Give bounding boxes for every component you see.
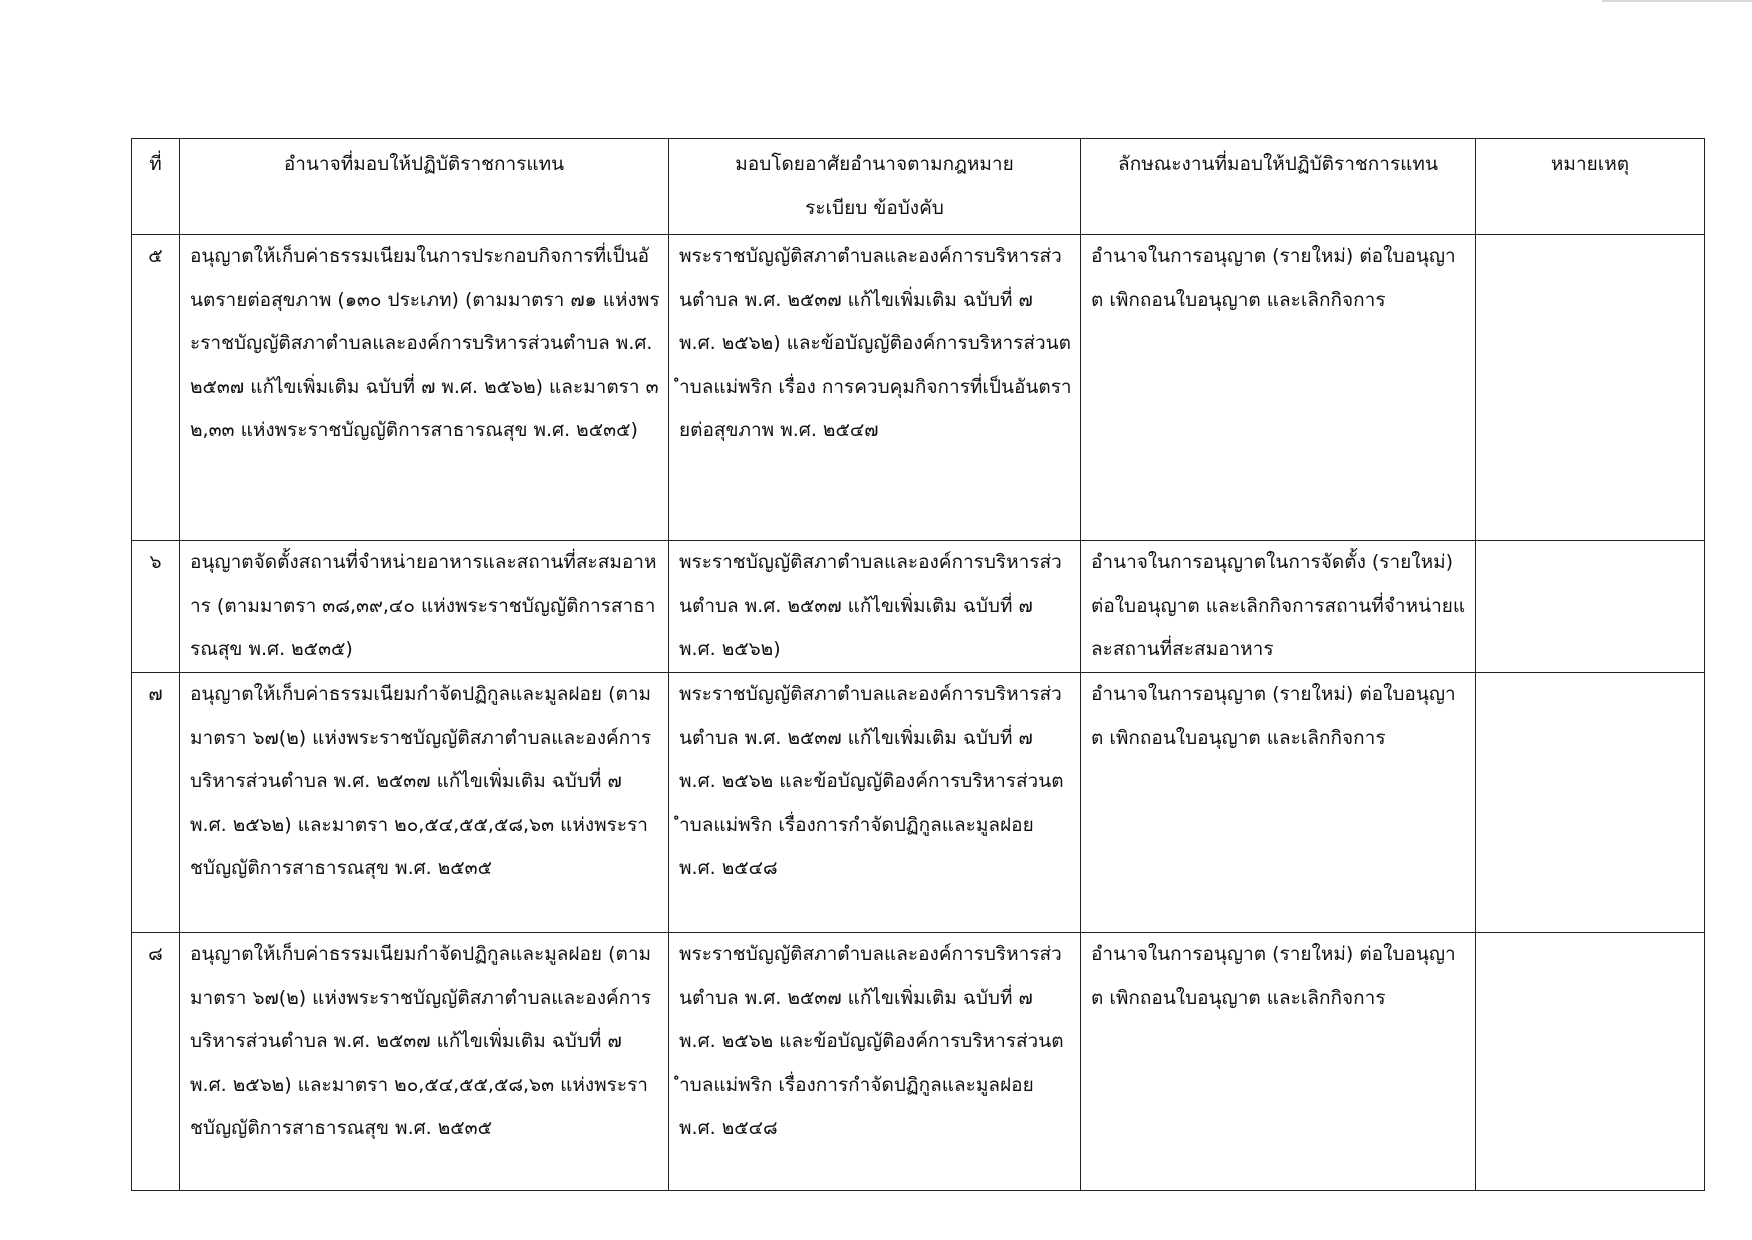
header-nature-label: ลักษณะงานที่มอบให้ปฏิบัติราชการแทน bbox=[1118, 153, 1438, 175]
delegation-table bbox=[131, 138, 1705, 1191]
header-remark-label: หมายเหตุ bbox=[1550, 153, 1630, 175]
row-number: ๗ bbox=[132, 673, 180, 933]
header-law-label: มอบโดยอาศัยอำนาจตามกฎหมาย ระเบียบ ข้อบังคับ bbox=[735, 153, 1014, 219]
remark-cell bbox=[1476, 541, 1705, 673]
row-number: ๘ bbox=[132, 933, 180, 1191]
table-row bbox=[132, 933, 1705, 1191]
nature-cell: อำนาจในการอนุญาตในการจัดตั้ง (รายใหม่) ต่อใบอนุญาต และเลิกกิจการสถานที่จำหน่ายและสถานที่สะสมอาหาร bbox=[1081, 541, 1476, 673]
nature-cell: อำนาจในการอนุญาต (รายใหม่) ต่อใบอนุญาต เพิกถอนใบอนุญาต และเลิกกิจการ bbox=[1081, 933, 1476, 1191]
header-remark bbox=[1476, 139, 1705, 235]
remark-cell bbox=[1476, 235, 1705, 541]
header-nature bbox=[1081, 139, 1476, 235]
table-row bbox=[132, 541, 1705, 673]
power-cell: อนุญาตให้เก็บค่าธรรมเนียมกำจัดปฏิกูลและมูลฝอย (ตามมาตรา ๖๗(๒) แห่งพระราชบัญญัติสภาตำบลและองค์การบริหารส่วนตำบล พ.ศ. ๒๕๓๗ แก้ไขเพิ่มเติม ฉบับที่ ๗ พ.ศ. ๒๕๖๒) และมาตรา ๒๐,๕๔,๕๕,๕๘,๖๓ แห่งพระราชบัญญัติการสาธารณสุข พ.ศ. ๒๕๓๕ bbox=[180, 933, 669, 1191]
nature-cell: อำนาจในการอนุญาต (รายใหม่) ต่อใบอนุญาต เพิกถอนใบอนุญาต และเลิกกิจการ bbox=[1081, 673, 1476, 933]
scan-edge-mark bbox=[1602, 0, 1752, 2]
table-row bbox=[132, 235, 1705, 541]
table-header-row bbox=[132, 139, 1705, 235]
law-cell: พระราชบัญญัติสภาตำบลและองค์การบริหารส่วนตำบล พ.ศ. ๒๕๓๗ แก้ไขเพิ่มเติม ฉบับที่ ๗ พ.ศ. ๒๕๖๒ และข้อบัญญัติองค์การบริหารส่วนตำบลแม่พริก เรื่องการกำจัดปฏิกูลและมูลฝอย พ.ศ. ๒๕๔๘ bbox=[669, 933, 1081, 1191]
power-cell: อนุญาตให้เก็บค่าธรรมเนียมในการประกอบกิจการที่เป็นอันตรายต่อสุขภาพ (๑๓๐ ประเภท) (ตามมาตรา ๗๑ แห่งพระราชบัญญัติสภาตำบลและองค์การบริหารส่วนตำบล พ.ศ. ๒๕๓๗ แก้ไขเพิ่มเติม ฉบับที่ ๗ พ.ศ. ๒๕๖๒) และมาตรา ๓๒,๓๓ แห่งพระราชบัญญัติการสาธารณสุข พ.ศ. ๒๕๓๕) bbox=[180, 235, 669, 541]
row-number: ๕ bbox=[132, 235, 180, 541]
nature-cell: อำนาจในการอนุญาต (รายใหม่) ต่อใบอนุญาต เพิกถอนใบอนุญาต และเลิกกิจการ bbox=[1081, 235, 1476, 541]
power-cell: อนุญาตจัดตั้งสถานที่จำหน่ายอาหารและสถานที่สะสมอาหาร (ตามมาตรา ๓๘,๓๙,๔๐ แห่งพระราชบัญญัติการสาธารณสุข พ.ศ. ๒๕๓๕) bbox=[180, 541, 669, 673]
law-cell: พระราชบัญญัติสภาตำบลและองค์การบริหารส่วนตำบล พ.ศ. ๒๕๓๗ แก้ไขเพิ่มเติม ฉบับที่ ๗ พ.ศ. ๒๕๖๒ และข้อบัญญัติองค์การบริหารส่วนตำบลแม่พริก เรื่องการกำจัดปฏิกูลและมูลฝอย พ.ศ. ๒๕๔๘ bbox=[669, 673, 1081, 933]
header-no-label: ที่ bbox=[149, 153, 162, 175]
header-power bbox=[180, 139, 669, 235]
law-cell: พระราชบัญญัติสภาตำบลและองค์การบริหารส่วนตำบล พ.ศ. ๒๕๓๗ แก้ไขเพิ่มเติม ฉบับที่ ๗ พ.ศ. ๒๕๖๒) และข้อบัญญัติองค์การบริหารส่วนตำบลแม่พริก เรื่อง การควบคุมกิจการที่เป็นอันตรายต่อสุขภาพ พ.ศ. ๒๕๔๗ bbox=[669, 235, 1081, 541]
header-power-label: อำนาจที่มอบให้ปฏิบัติราชการแทน bbox=[283, 153, 565, 175]
law-cell: พระราชบัญญัติสภาตำบลและองค์การบริหารส่วนตำบล พ.ศ. ๒๕๓๗ แก้ไขเพิ่มเติม ฉบับที่ ๗ พ.ศ. ๒๕๖๒) bbox=[669, 541, 1081, 673]
remark-cell bbox=[1476, 933, 1705, 1191]
header-no bbox=[132, 139, 180, 235]
power-cell: อนุญาตให้เก็บค่าธรรมเนียมกำจัดปฏิกูลและมูลฝอย (ตามมาตรา ๖๗(๒) แห่งพระราชบัญญัติสภาตำบลและองค์การบริหารส่วนตำบล พ.ศ. ๒๕๓๗ แก้ไขเพิ่มเติม ฉบับที่ ๗ พ.ศ. ๒๕๖๒) และมาตรา ๒๐,๕๔,๕๕,๕๘,๖๓ แห่งพระราชบัญญัติการสาธารณสุข พ.ศ. ๒๕๓๕ bbox=[180, 673, 669, 933]
row-number: ๖ bbox=[132, 541, 180, 673]
table-row bbox=[132, 673, 1705, 933]
header-law bbox=[669, 139, 1081, 235]
remark-cell bbox=[1476, 673, 1705, 933]
